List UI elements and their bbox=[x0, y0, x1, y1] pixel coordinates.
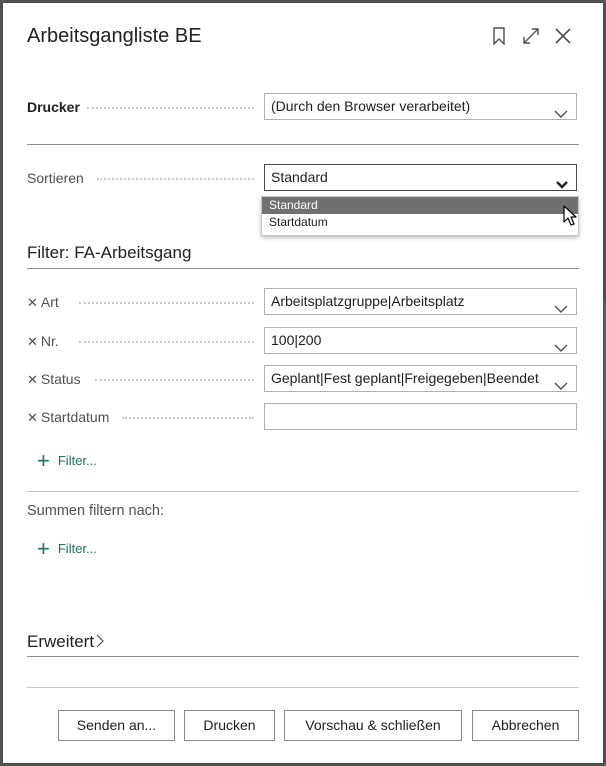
filter-label-text: Status bbox=[40, 371, 81, 387]
filter-label bbox=[27, 409, 109, 426]
add-filter-button[interactable] bbox=[37, 447, 97, 473]
filter-label-text: Nr. bbox=[40, 333, 59, 349]
chevron-down-icon bbox=[554, 297, 568, 322]
cursor-icon bbox=[563, 205, 579, 227]
totals-section-title: Summen filtern nach: bbox=[27, 503, 165, 519]
sort-option-standard[interactable]: Standard bbox=[262, 197, 578, 214]
chevron-right-icon bbox=[96, 633, 105, 653]
nr-filter-select[interactable] bbox=[264, 327, 577, 354]
art-filter-value: Arbeitsplatzgruppe|Arbeitsplatz bbox=[271, 293, 465, 309]
leader-dots bbox=[79, 302, 254, 304]
plus-icon: + bbox=[37, 447, 50, 473]
status-filter-value: Geplant|Fest geplant|Freigegeben|Beendet bbox=[271, 370, 539, 386]
startdatum-filter-input[interactable] bbox=[264, 403, 577, 430]
preview-close-button[interactable]: Vorschau & schließen bbox=[284, 710, 462, 741]
sort-options-list bbox=[261, 196, 579, 236]
remove-filter-icon[interactable]: ✕ bbox=[27, 334, 38, 349]
sort-label: Sortieren bbox=[27, 170, 84, 186]
add-totals-filter-button[interactable] bbox=[37, 535, 97, 561]
filter-label bbox=[27, 333, 59, 350]
chevron-down-icon bbox=[556, 173, 568, 198]
dialog-title: Arbeitsgangliste BE bbox=[27, 25, 202, 47]
sort-select[interactable] bbox=[264, 164, 577, 191]
status-filter-select[interactable] bbox=[264, 365, 577, 392]
filter-row-status bbox=[27, 365, 579, 393]
leader-dots bbox=[87, 107, 254, 109]
filter-label-text: Startdatum bbox=[40, 409, 110, 425]
section-divider bbox=[27, 656, 579, 657]
filter-row-art bbox=[27, 288, 579, 316]
add-filter-label: Filter... bbox=[57, 453, 97, 468]
expand-icon[interactable] bbox=[520, 25, 542, 47]
section-divider bbox=[27, 491, 579, 492]
filter-label bbox=[27, 294, 59, 311]
remove-filter-icon[interactable]: ✕ bbox=[27, 295, 38, 310]
print-button[interactable]: Drucken bbox=[184, 710, 275, 741]
nr-filter-value: 100|200 bbox=[271, 332, 322, 348]
filter-row-startdatum bbox=[27, 403, 579, 431]
advanced-section-title: Erweitert bbox=[27, 632, 95, 651]
printer-row bbox=[27, 93, 579, 121]
filter-label-text: Art bbox=[40, 294, 59, 310]
bookmark-icon[interactable] bbox=[488, 25, 510, 47]
section-divider bbox=[27, 268, 579, 269]
sort-value: Standard bbox=[271, 169, 328, 185]
leader-dots bbox=[95, 379, 254, 381]
leader-dots bbox=[79, 341, 254, 343]
sort-option-startdatum[interactable]: Startdatum bbox=[269, 215, 328, 229]
plus-icon: + bbox=[37, 535, 50, 561]
advanced-section-toggle[interactable] bbox=[27, 631, 105, 653]
leader-dots bbox=[122, 417, 254, 419]
section-divider bbox=[27, 144, 579, 145]
sort-row bbox=[27, 164, 579, 192]
printer-label: Drucker bbox=[27, 99, 80, 115]
cancel-button[interactable]: Abbrechen bbox=[472, 710, 579, 741]
chevron-down-icon bbox=[554, 102, 568, 127]
leader-dots bbox=[97, 178, 254, 180]
remove-filter-icon[interactable]: ✕ bbox=[27, 372, 38, 387]
add-filter-label: Filter... bbox=[57, 541, 97, 556]
filter-label bbox=[27, 371, 81, 388]
chevron-down-icon bbox=[554, 336, 568, 361]
send-to-button[interactable]: Senden an... bbox=[58, 710, 175, 741]
remove-filter-icon[interactable]: ✕ bbox=[27, 410, 38, 425]
printer-select[interactable] bbox=[264, 93, 577, 120]
filter-row-nr bbox=[27, 327, 579, 355]
close-icon[interactable] bbox=[552, 25, 574, 47]
art-filter-select[interactable] bbox=[264, 288, 577, 315]
chevron-down-icon bbox=[554, 374, 568, 399]
filter-section-title: Filter: FA-Arbeitsgang bbox=[27, 243, 192, 262]
printer-value: (Durch den Browser verarbeitet) bbox=[271, 98, 471, 114]
report-request-dialog bbox=[3, 3, 603, 763]
footer-divider bbox=[27, 687, 579, 688]
